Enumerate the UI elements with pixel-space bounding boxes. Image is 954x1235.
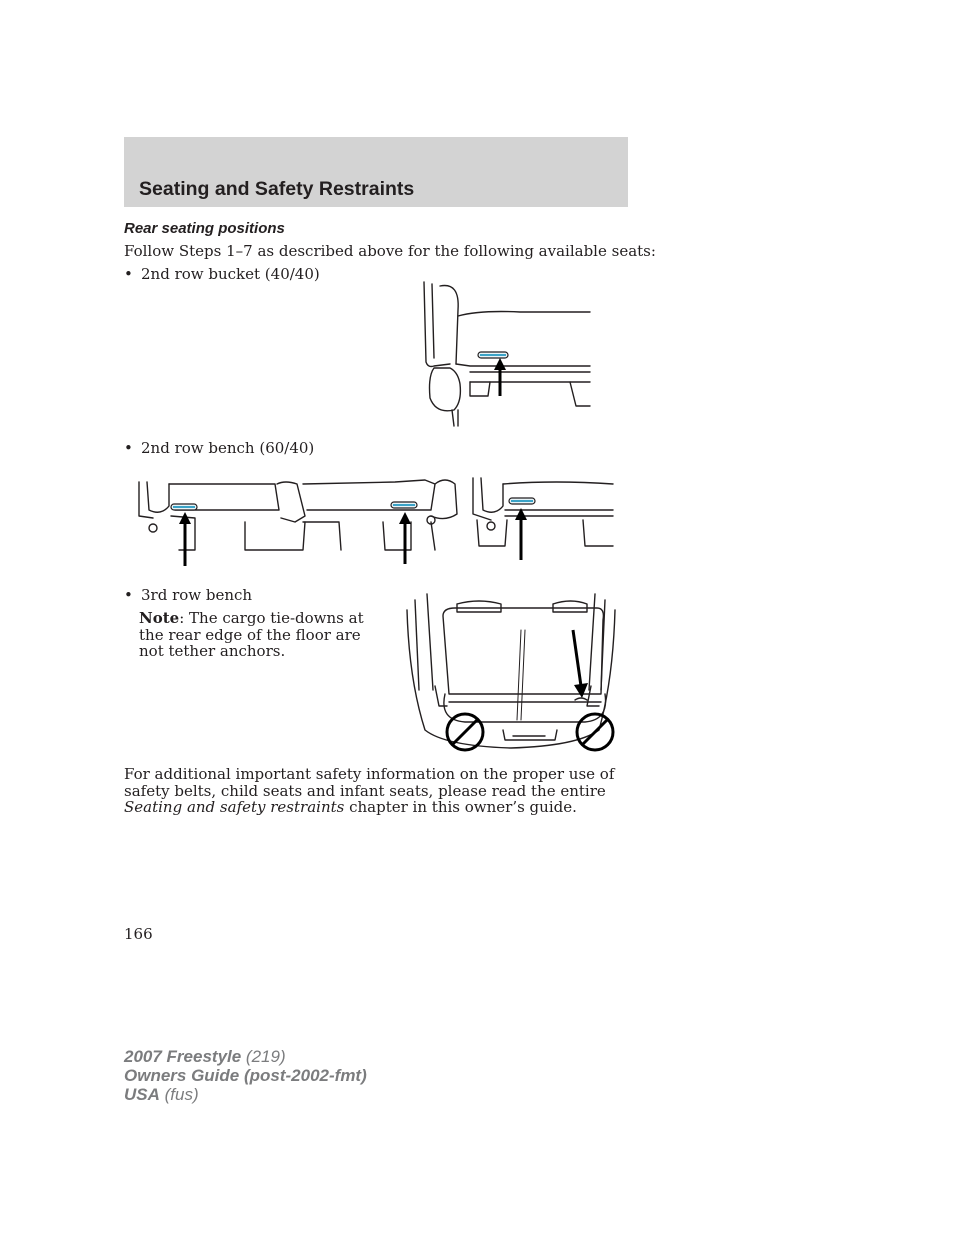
intro-paragraph: Follow Steps 1–7 as described above for the following available seats: bbox=[124, 242, 656, 260]
footer-line-1 bbox=[124, 1047, 367, 1066]
bullet-icon: • bbox=[124, 439, 133, 457]
footer-market-code: (fus) bbox=[159, 1085, 199, 1104]
bullet-icon: • bbox=[124, 265, 133, 283]
note-label: Note bbox=[139, 609, 180, 627]
bullet-label: 2nd row bench (60/40) bbox=[141, 439, 315, 457]
bullet-item-third-row bbox=[124, 587, 252, 604]
closing-text-1: For additional important safety information on the proper use of safety belts, child seats and infant seats, please read the entire bbox=[124, 765, 615, 800]
footer-line-2: Owners Guide (post-2002-fmt) bbox=[124, 1066, 367, 1085]
bucket-seat-illustration bbox=[420, 280, 595, 430]
section-title: Seating and Safety Restraints bbox=[139, 178, 415, 200]
document-footer bbox=[124, 1047, 367, 1104]
footer-model-code: (219) bbox=[241, 1047, 286, 1066]
bullet-item-bucket bbox=[124, 266, 320, 283]
note-paragraph bbox=[139, 610, 389, 660]
subheading: Rear seating positions bbox=[124, 220, 285, 237]
section-header-band bbox=[124, 137, 628, 207]
bullet-item-bench bbox=[124, 440, 314, 457]
bench-seat-illustration bbox=[135, 470, 615, 570]
bullet-icon: • bbox=[124, 586, 133, 604]
third-row-bench-illustration bbox=[405, 590, 617, 755]
closing-paragraph bbox=[124, 766, 624, 816]
bullet-label: 3rd row bench bbox=[141, 586, 253, 604]
closing-italic-reference: Seating and safety restraints bbox=[124, 798, 345, 816]
footer-market: USA bbox=[124, 1085, 160, 1104]
footer-line-3 bbox=[124, 1085, 367, 1104]
page-number: 166 bbox=[124, 925, 153, 943]
footer-model: 2007 Freestyle bbox=[124, 1047, 242, 1066]
note-text: : The cargo tie-downs at the rear edge of the floor are not tether anchors. bbox=[139, 609, 364, 660]
closing-text-2: chapter in this owner’s guide. bbox=[344, 798, 577, 816]
bullet-label: 2nd row bucket (40/40) bbox=[141, 265, 320, 283]
